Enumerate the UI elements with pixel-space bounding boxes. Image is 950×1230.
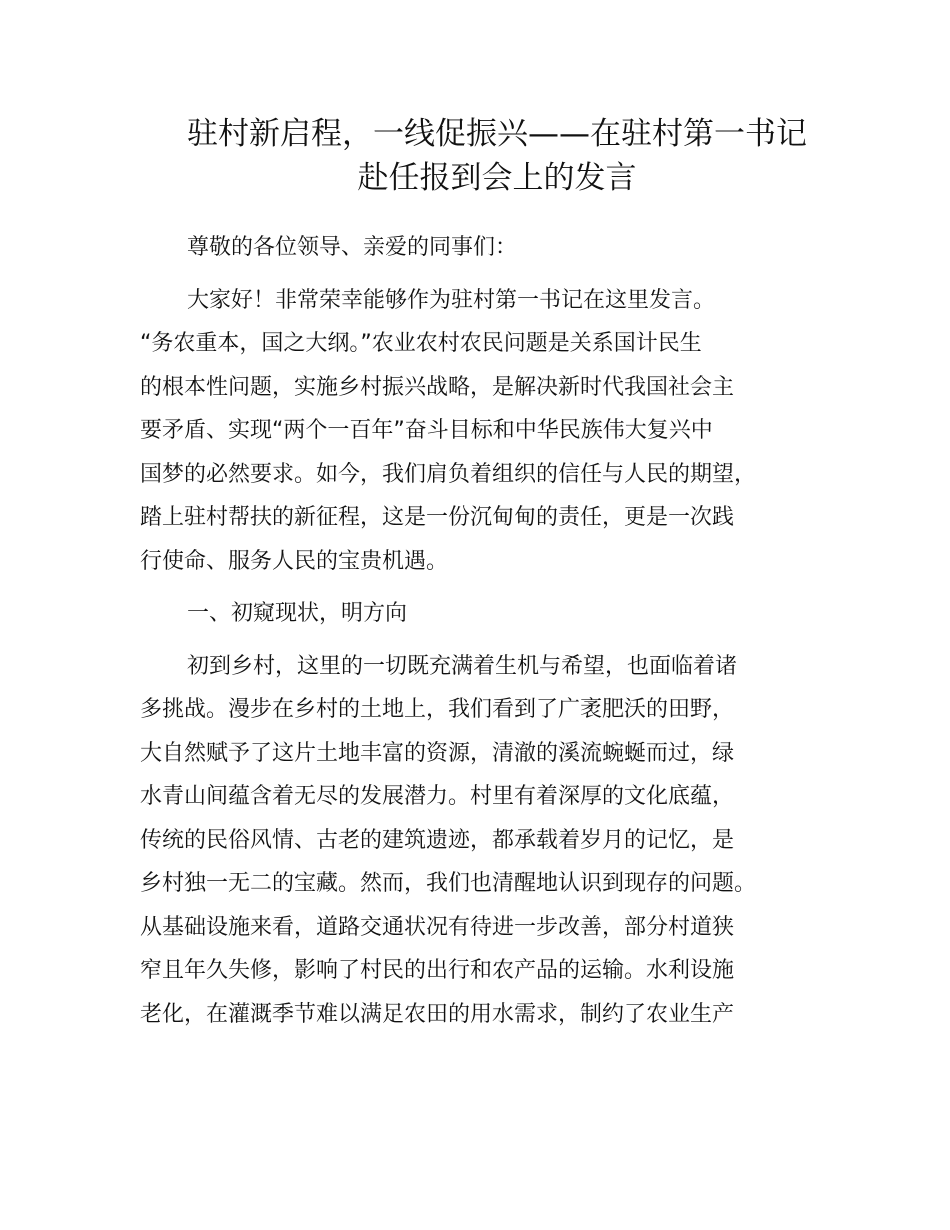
paragraph-2-line: 从基础设施来看，道路交通状况有待进一步改善，部分村道狭: [140, 914, 735, 940]
paragraph-2-line: 水青山间蕴含着无尽的发展潜力。村里有着深厚的文化底蕴，: [140, 784, 735, 809]
paragraph-2-line: 初到乡村，这里的一切既充满着生机与希望，也面临着诸: [187, 653, 738, 679]
salutation: 尊敬的各位领导、亲爱的同事们：: [187, 235, 518, 260]
paragraph-2-line: 多挑战。漫步在乡村的土地上，我们看到了广袤肥沃的田野，: [140, 697, 735, 722]
paragraph-1-line: 的根本性问题，实施乡村振兴战略，是解决新时代我国社会主: [140, 374, 735, 400]
paragraph-1: [140, 279, 830, 584]
paragraph-1-line: 国梦的必然要求。如今，我们肩负着组织的信任与人民的期望，: [140, 461, 757, 487]
paragraph-2-line: 窄且年久失修，影响了村民的出行和农产品的运输。水利设施: [140, 958, 735, 983]
section-heading-1: 一、初窥现状，明方向: [187, 601, 408, 626]
paragraph-1-line: 要矛盾、实现“两个一百年”奋斗目标和中华民族伟大复兴中: [140, 418, 713, 443]
title-line-2: 赴任报到会上的发言: [357, 160, 637, 196]
paragraph-2-line: 传统的民俗风情、古老的建筑遗迹，都承载着岁月的记忆，是: [140, 827, 735, 853]
paragraph-1-line: 行使命、服务人民的宝贵机遇。: [140, 548, 449, 574]
document-title: [134, 112, 860, 200]
paragraph-1-line: 大家好！非常荣幸能够作为驻村第一书记在这里发言。: [187, 287, 716, 313]
paragraph-2-line: 乡村独一无二的宝藏。然而，我们也清醒地认识到现存的问题。: [140, 871, 757, 896]
paragraph-1-line: 踏上驻村帮扶的新征程，这是一份沉甸甸的责任，更是一次践: [140, 505, 735, 530]
title-line-1: 驻村新启程，一线促振兴——在驻村第一书记: [187, 116, 807, 152]
paragraph-2-line: 大自然赋予了这片土地丰富的资源，清澈的溪流蜿蜒而过，绿: [140, 740, 735, 766]
paragraph-2-line: 老化，在灌溉季节难以满足农田的用水需求，制约了农业生产: [140, 1001, 735, 1027]
paragraph-1-line: “务农重本，国之大纲。”农业农村农民问题是关系国计民生: [140, 331, 702, 356]
paragraph-2: [140, 645, 830, 1037]
